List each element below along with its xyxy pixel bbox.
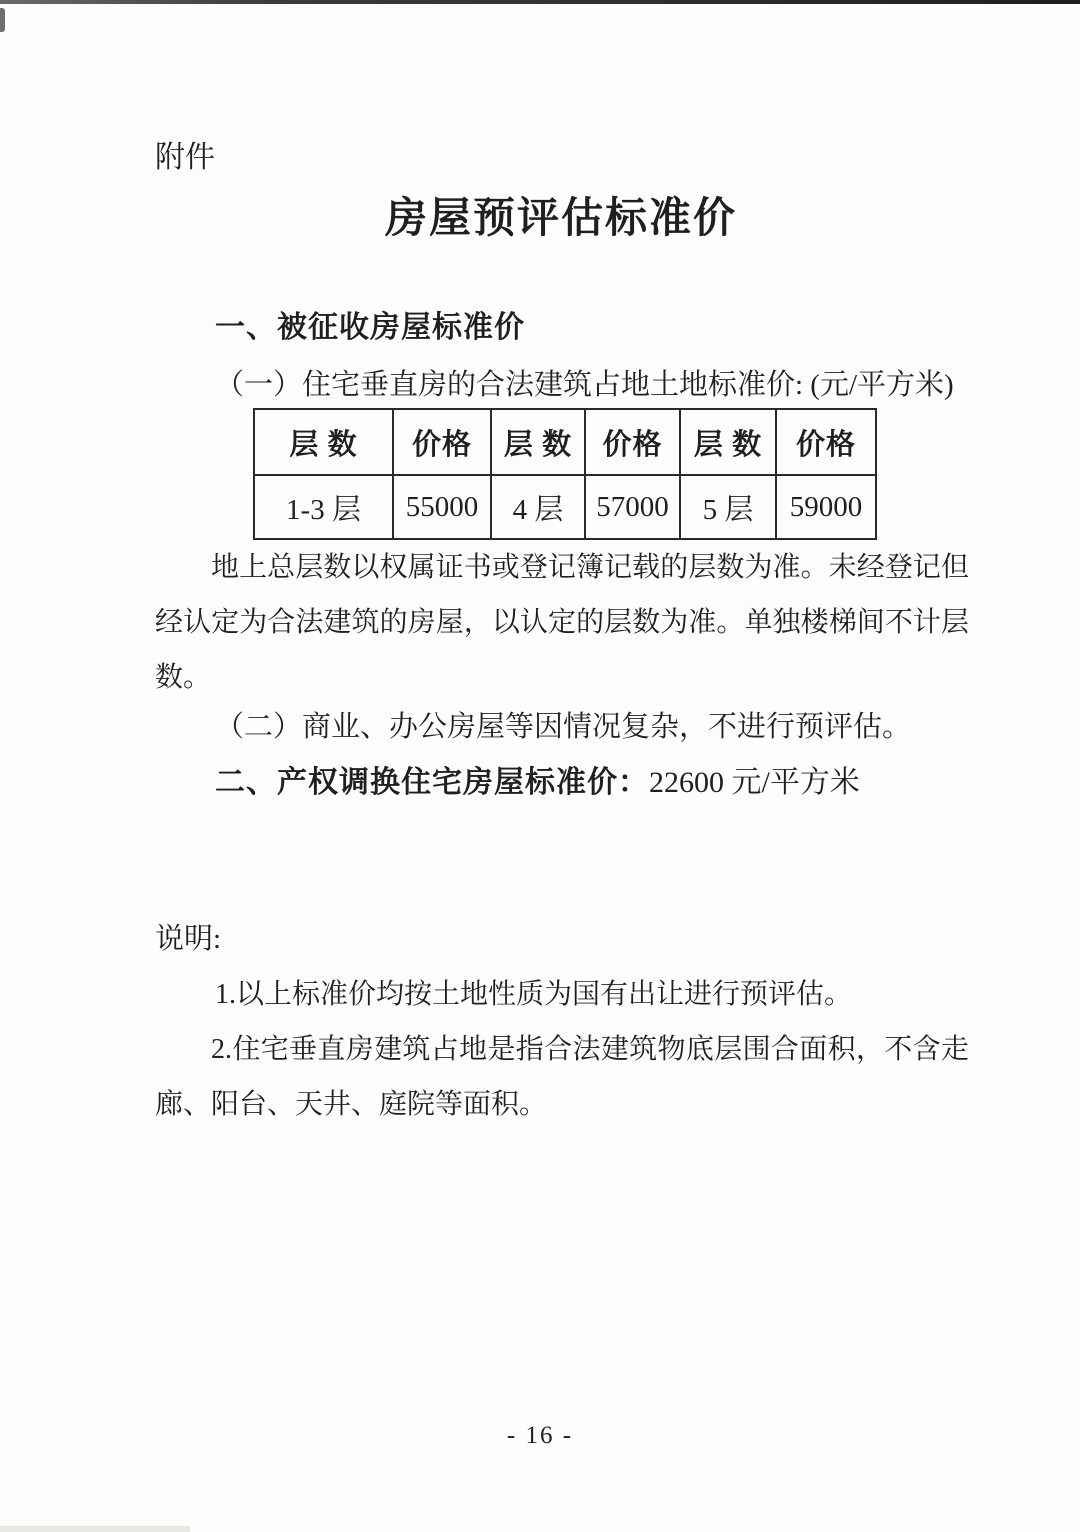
section-1-heading: 一、被征收房屋标准价 <box>215 311 525 344</box>
col-header-floors-2: 层 数 <box>491 409 585 475</box>
price-table-header-row <box>254 409 876 475</box>
notes-label: 说明: <box>155 923 222 955</box>
col-header-price-1: 价格 <box>393 409 491 475</box>
page-title: 房屋预评估标准价 <box>384 196 737 242</box>
note-item-1: 1.以上标准价均按土地性质为国有出让进行预评估。 <box>215 979 853 1010</box>
cell-floors-4: 4 层 <box>491 475 585 539</box>
cell-price-55000: 55000 <box>393 475 491 539</box>
col-header-floors-1: 层 数 <box>254 409 393 475</box>
cell-price-57000: 57000 <box>585 475 680 539</box>
price-table-data-row <box>254 475 876 539</box>
scan-edge-artifact-top <box>0 0 1080 4</box>
col-header-price-3: 价格 <box>776 409 876 475</box>
section-2-heading-line <box>215 755 860 811</box>
price-table <box>253 408 877 540</box>
cell-floors-5: 5 层 <box>680 475 776 539</box>
col-header-floors-3: 层 数 <box>680 409 776 475</box>
col-header-price-2: 价格 <box>585 409 680 475</box>
section-1-item-2: （二）商业、办公房屋等因情况复杂，不进行预评估。 <box>215 711 912 743</box>
section-2-heading: 二、产权调换住宅房屋标准价： <box>215 766 649 799</box>
section-1-item-1: （一）住宅垂直房的合法建筑占地土地标准价: (元/平方米) <box>215 369 954 401</box>
note-item-2: 2.住宅垂直房建筑占地是指合法建筑物底层围合面积，不含走廊、阳台、天井、庭院等面积。 <box>155 1034 969 1120</box>
scan-edge-artifact-bottom <box>0 1526 190 1532</box>
cell-floors-1-3: 1-3 层 <box>254 475 393 539</box>
page-number: - 16 - <box>506 1422 574 1449</box>
scan-edge-artifact-left <box>0 8 5 32</box>
attachment-label: 附件 <box>155 141 215 174</box>
section-2-price-value: 22600 元/平方米 <box>649 766 860 799</box>
floors-explanation-paragraph: 地上总层数以权属证书或登记簿记载的层数为准。未经登记但经认定为合法建筑的房屋，以认定的层数为准。单独楼梯间不计层数。 <box>155 552 969 693</box>
cell-price-59000: 59000 <box>776 475 876 539</box>
